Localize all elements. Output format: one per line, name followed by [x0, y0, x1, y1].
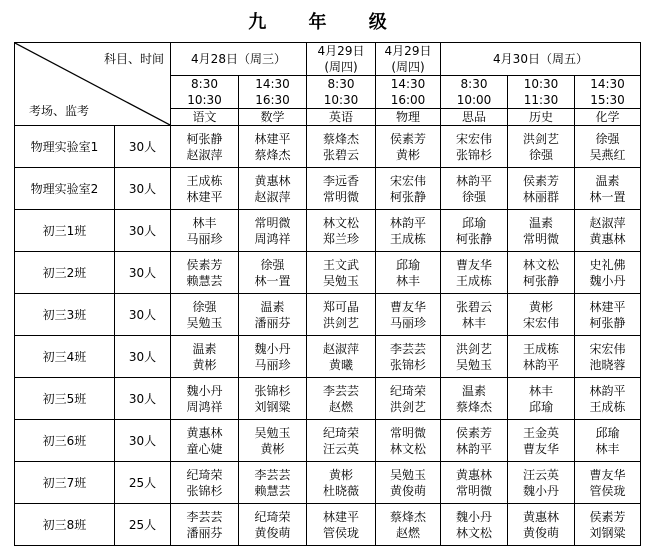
date-header-2: 4月29日 (周四) — [376, 43, 441, 76]
proctor-name-1: 曹友华 — [455, 257, 492, 272]
table-row — [15, 420, 641, 462]
proctor-name-1: 黄彬 — [328, 467, 353, 482]
proctor-cell — [441, 294, 508, 336]
proctor-cell — [508, 462, 575, 504]
proctor-name-1: 温素 — [260, 299, 285, 314]
proctor-name-1: 林丰 — [192, 215, 217, 230]
proctor-cell — [239, 504, 307, 546]
proctor-cell — [575, 420, 641, 462]
subject-header-4: 思品 — [441, 109, 508, 126]
proctor-cell — [508, 252, 575, 294]
table-row — [15, 336, 641, 378]
proctor-name-1: 徐强 — [260, 257, 285, 272]
room-name: 初三2班 — [15, 252, 115, 294]
proctor-name-1: 林丰 — [528, 383, 553, 398]
proctor-name-1: 纪琦荣 — [322, 425, 359, 440]
proctor-name-2: 张锦杉 — [455, 147, 492, 162]
proctor-name-1: 王成栋 — [522, 341, 559, 356]
proctor-name-1: 侯素芳 — [186, 257, 223, 272]
proctor-cell — [575, 210, 641, 252]
proctor-name-2: 赵燃 — [395, 525, 420, 540]
table-row — [15, 504, 641, 546]
subject-header-3: 物理 — [376, 109, 441, 126]
student-count: 30人 — [115, 336, 171, 378]
proctor-name-2: 张锦杉 — [186, 483, 223, 498]
proctor-name-1: 黄彬 — [528, 299, 553, 314]
proctor-name-1: 林文松 — [322, 215, 359, 230]
proctor-cell — [239, 126, 307, 168]
proctor-name-1: 温素 — [528, 215, 553, 230]
room-name: 初三5班 — [15, 378, 115, 420]
proctor-name-1: 曹友华 — [389, 299, 426, 314]
proctor-name-2: 吴勉玉 — [186, 315, 223, 330]
corner-room-proctor-label: 考场、监考 — [29, 104, 90, 118]
proctor-name-2: 柯张静 — [389, 189, 426, 204]
proctor-name-1: 吴勉玉 — [389, 467, 426, 482]
proctor-cell — [307, 378, 376, 420]
student-count: 30人 — [115, 420, 171, 462]
proctor-name-2: 蔡烽杰 — [455, 399, 492, 414]
proctor-cell — [171, 336, 239, 378]
proctor-cell — [376, 252, 441, 294]
proctor-cell — [171, 126, 239, 168]
time-slot-1: 14:30 16:30 — [239, 76, 307, 109]
proctor-name-1: 林韵平 — [389, 215, 426, 230]
proctor-cell — [171, 504, 239, 546]
time-slot-0: 8:30 10:30 — [171, 76, 239, 109]
proctor-cell — [575, 378, 641, 420]
proctor-cell — [376, 126, 441, 168]
proctor-name-2: 吴勉玉 — [322, 273, 359, 288]
date-header-1: 4月29日 (周四) — [307, 43, 376, 76]
proctor-name-2: 常明微 — [322, 189, 359, 204]
proctor-name-1: 宋宏伟 — [389, 173, 426, 188]
proctor-cell — [508, 504, 575, 546]
room-name: 初三6班 — [15, 420, 115, 462]
proctor-name-2: 常明微 — [522, 231, 559, 246]
proctor-name-1: 蔡烽杰 — [322, 131, 359, 146]
proctor-name-1: 黄惠林 — [455, 467, 492, 482]
proctor-name-2: 郑兰珍 — [322, 231, 359, 246]
proctor-name-2: 洪剑艺 — [389, 399, 426, 414]
proctor-name-2: 柯张静 — [589, 315, 626, 330]
proctor-name-2: 潘丽芬 — [186, 525, 223, 540]
proctor-name-2: 黄俊萌 — [254, 525, 291, 540]
proctor-name-2: 马丽珍 — [389, 315, 426, 330]
room-name: 物理实验室2 — [15, 168, 115, 210]
proctor-name-1: 曹友华 — [589, 467, 626, 482]
proctor-name-1: 汪云英 — [522, 467, 559, 482]
proctor-cell — [239, 210, 307, 252]
proctor-cell — [376, 168, 441, 210]
room-name: 初三4班 — [15, 336, 115, 378]
proctor-name-1: 李芸芸 — [186, 509, 223, 524]
proctor-name-1: 张锦杉 — [254, 383, 291, 398]
proctor-name-1: 纪琦荣 — [389, 383, 426, 398]
proctor-cell — [441, 168, 508, 210]
proctor-cell — [441, 126, 508, 168]
proctor-name-1: 郑可晶 — [322, 299, 359, 314]
proctor-cell — [575, 462, 641, 504]
proctor-cell — [508, 126, 575, 168]
proctor-name-1: 温素 — [192, 341, 217, 356]
proctor-name-1: 侯素芳 — [522, 173, 559, 188]
proctor-name-2: 潘丽芬 — [254, 315, 291, 330]
proctor-name-2: 张锦杉 — [389, 357, 426, 372]
proctor-name-1: 柯张静 — [186, 131, 223, 146]
proctor-cell — [171, 294, 239, 336]
table-row — [15, 126, 641, 168]
proctor-name-2: 林一置 — [589, 189, 626, 204]
proctor-name-1: 侯素芳 — [389, 131, 426, 146]
proctor-name-1: 宋宏伟 — [455, 131, 492, 146]
proctor-name-1: 李芸芸 — [389, 341, 426, 356]
subject-header-0: 语文 — [171, 109, 239, 126]
proctor-name-2: 杜晓薇 — [322, 483, 359, 498]
proctor-cell — [441, 462, 508, 504]
proctor-cell — [307, 126, 376, 168]
proctor-name-1: 温素 — [461, 383, 486, 398]
table-row — [15, 462, 641, 504]
proctor-name-2: 童心婕 — [186, 441, 223, 456]
proctor-cell — [171, 210, 239, 252]
proctor-cell — [307, 294, 376, 336]
proctor-cell — [171, 252, 239, 294]
time-slot-4: 8:30 10:00 — [441, 76, 508, 109]
proctor-name-2: 马丽珍 — [186, 231, 223, 246]
corner-subject-time-label: 科目、时间 — [103, 52, 164, 66]
student-count: 30人 — [115, 294, 171, 336]
proctor-cell — [171, 420, 239, 462]
proctor-cell — [239, 252, 307, 294]
proctor-name-2: 王成栋 — [589, 399, 626, 414]
proctor-cell — [171, 168, 239, 210]
time-slot-6: 14:30 15:30 — [575, 76, 641, 109]
proctor-cell — [376, 378, 441, 420]
room-name: 初三7班 — [15, 462, 115, 504]
room-name: 初三8班 — [15, 504, 115, 546]
proctor-name-1: 黄惠林 — [186, 425, 223, 440]
proctor-name-1: 林建平 — [589, 299, 626, 314]
table-row — [15, 378, 641, 420]
proctor-name-2: 黄彬 — [395, 147, 420, 162]
proctor-name-1: 徐强 — [595, 131, 620, 146]
proctor-cell — [441, 336, 508, 378]
subject-header-2: 英语 — [307, 109, 376, 126]
proctor-cell — [307, 210, 376, 252]
proctor-cell — [575, 168, 641, 210]
proctor-name-2: 柯张静 — [522, 273, 559, 288]
proctor-name-1: 邱瑜 — [395, 257, 420, 272]
proctor-name-1: 温素 — [595, 173, 620, 188]
proctor-cell — [307, 252, 376, 294]
proctor-name-2: 蔡烽杰 — [254, 147, 291, 162]
proctor-name-1: 魏小丹 — [455, 509, 492, 524]
proctor-cell — [575, 504, 641, 546]
student-count: 30人 — [115, 126, 171, 168]
proctor-name-2: 林丰 — [461, 315, 486, 330]
proctor-cell — [239, 420, 307, 462]
proctor-cell — [508, 378, 575, 420]
time-slot-5: 10:30 11:30 — [508, 76, 575, 109]
proctor-name-1: 洪剑艺 — [522, 131, 559, 146]
proctor-cell — [239, 336, 307, 378]
date-header-0: 4月28日（周三） — [171, 43, 307, 76]
proctor-cell — [575, 336, 641, 378]
proctor-name-2: 赵淑萍 — [254, 189, 291, 204]
proctor-name-1: 王金英 — [522, 425, 559, 440]
proctor-name-2: 魏小丹 — [522, 483, 559, 498]
subject-header-6: 化学 — [575, 109, 641, 126]
proctor-name-2: 马丽珍 — [254, 357, 291, 372]
proctor-cell — [171, 378, 239, 420]
proctor-cell — [376, 504, 441, 546]
proctor-name-1: 魏小丹 — [186, 383, 223, 398]
proctor-name-1: 魏小丹 — [254, 341, 291, 356]
proctor-name-2: 徐强 — [528, 147, 553, 162]
student-count: 30人 — [115, 168, 171, 210]
time-slot-2: 8:30 10:30 — [307, 76, 376, 109]
proctor-name-1: 林韵平 — [589, 383, 626, 398]
proctor-cell — [307, 462, 376, 504]
table-row — [15, 168, 641, 210]
table-row — [15, 294, 641, 336]
proctor-name-1: 邱瑜 — [595, 425, 620, 440]
proctor-cell — [508, 294, 575, 336]
proctor-cell — [441, 252, 508, 294]
proctor-name-2: 吴燕红 — [589, 147, 626, 162]
proctor-name-1: 林韵平 — [455, 173, 492, 188]
proctor-name-2: 汪云英 — [322, 441, 359, 456]
room-name: 初三1班 — [15, 210, 115, 252]
proctor-name-2: 黄彬 — [260, 441, 285, 456]
proctor-name-2: 刘钢粱 — [254, 399, 291, 414]
proctor-cell — [307, 420, 376, 462]
proctor-cell — [239, 294, 307, 336]
proctor-name-2: 林丰 — [595, 441, 620, 456]
proctor-name-1: 纪琦荣 — [254, 509, 291, 524]
proctor-name-1: 黄惠林 — [522, 509, 559, 524]
proctor-name-2: 管侯珑 — [322, 525, 359, 540]
proctor-name-2: 黄曦 — [328, 357, 353, 372]
proctor-name-1: 赵淑萍 — [322, 341, 359, 356]
proctor-cell — [441, 504, 508, 546]
proctor-name-2: 赖慧芸 — [254, 483, 291, 498]
proctor-name-1: 林建平 — [254, 131, 291, 146]
student-count: 30人 — [115, 378, 171, 420]
proctor-name-1: 常明微 — [254, 215, 291, 230]
proctor-name-1: 吴勉玉 — [254, 425, 291, 440]
table-row — [15, 210, 641, 252]
proctor-name-2: 林文松 — [455, 525, 492, 540]
proctor-cell — [575, 252, 641, 294]
proctor-cell — [376, 210, 441, 252]
proctor-name-1: 林文松 — [522, 257, 559, 272]
proctor-cell — [307, 336, 376, 378]
proctor-name-1: 李远香 — [322, 173, 359, 188]
proctor-name-2: 林文松 — [389, 441, 426, 456]
proctor-cell — [575, 126, 641, 168]
proctor-name-1: 黄惠林 — [254, 173, 291, 188]
proctor-name-1: 史礼佛 — [589, 257, 626, 272]
header-corner — [15, 43, 171, 126]
proctor-cell — [508, 210, 575, 252]
exam-schedule-table — [14, 42, 641, 546]
proctor-name-2: 周鸿祥 — [186, 399, 223, 414]
room-name: 物理实验室1 — [15, 126, 115, 168]
proctor-name-2: 周鸿祥 — [254, 231, 291, 246]
student-count: 30人 — [115, 252, 171, 294]
proctor-cell — [441, 420, 508, 462]
proctor-name-2: 管侯珑 — [589, 483, 626, 498]
proctor-name-1: 王文武 — [322, 257, 359, 272]
proctor-name-2: 赖慧芸 — [186, 273, 223, 288]
proctor-cell — [508, 420, 575, 462]
date-header-3: 4月30日（周五） — [441, 43, 641, 76]
table-row — [15, 252, 641, 294]
proctor-cell — [307, 168, 376, 210]
proctor-cell — [508, 336, 575, 378]
subject-header-1: 数学 — [239, 109, 307, 126]
proctor-cell — [239, 378, 307, 420]
proctor-cell — [441, 378, 508, 420]
student-count: 25人 — [115, 504, 171, 546]
proctor-cell — [307, 504, 376, 546]
time-slot-3: 14:30 16:00 — [376, 76, 441, 109]
proctor-name-1: 李芸芸 — [322, 383, 359, 398]
proctor-name-2: 黄俊萌 — [522, 525, 559, 540]
proctor-cell — [376, 462, 441, 504]
proctor-cell — [376, 294, 441, 336]
proctor-cell — [239, 168, 307, 210]
proctor-name-2: 曹友华 — [522, 441, 559, 456]
proctor-name-1: 宋宏伟 — [589, 341, 626, 356]
proctor-name-2: 林一置 — [254, 273, 291, 288]
proctor-name-2: 柯张静 — [455, 231, 492, 246]
proctor-cell — [575, 294, 641, 336]
room-name: 初三3班 — [15, 294, 115, 336]
proctor-name-1: 纪琦荣 — [186, 467, 223, 482]
proctor-name-2: 常明微 — [455, 483, 492, 498]
proctor-name-1: 常明微 — [389, 425, 426, 440]
proctor-name-1: 赵淑萍 — [589, 215, 626, 230]
proctor-cell — [239, 462, 307, 504]
proctor-name-2: 赵淑萍 — [186, 147, 223, 162]
proctor-name-1: 侯素芳 — [589, 509, 626, 524]
proctor-cell — [508, 168, 575, 210]
proctor-cell — [376, 420, 441, 462]
proctor-name-2: 林丽群 — [522, 189, 559, 204]
proctor-name-1: 洪剑艺 — [455, 341, 492, 356]
proctor-name-2: 魏小丹 — [589, 273, 626, 288]
proctor-name-2: 黄俊萌 — [389, 483, 426, 498]
proctor-name-1: 邱瑜 — [461, 215, 486, 230]
proctor-name-1: 林建平 — [322, 509, 359, 524]
proctor-name-2: 林韵平 — [455, 441, 492, 456]
proctor-name-2: 王成栋 — [455, 273, 492, 288]
proctor-name-2: 宋宏伟 — [522, 315, 559, 330]
proctor-cell — [171, 462, 239, 504]
proctor-cell — [441, 210, 508, 252]
proctor-name-1: 张碧云 — [455, 299, 492, 314]
proctor-name-2: 林建平 — [186, 189, 223, 204]
proctor-cell — [376, 336, 441, 378]
proctor-name-2: 林韵平 — [522, 357, 559, 372]
proctor-name-2: 刘钢粱 — [589, 525, 626, 540]
subject-header-5: 历史 — [508, 109, 575, 126]
proctor-name-2: 邱瑜 — [528, 399, 553, 414]
proctor-name-2: 洪剑艺 — [322, 315, 359, 330]
student-count: 30人 — [115, 210, 171, 252]
proctor-name-2: 王成栋 — [389, 231, 426, 246]
proctor-name-2: 吴勉玉 — [455, 357, 492, 372]
page-title: 九 年 级 — [248, 12, 405, 33]
proctor-name-2: 赵燃 — [328, 399, 353, 414]
proctor-name-1: 李芸芸 — [254, 467, 291, 482]
student-count: 25人 — [115, 462, 171, 504]
proctor-name-2: 林丰 — [395, 273, 420, 288]
proctor-name-2: 张碧云 — [322, 147, 359, 162]
proctor-name-2: 徐强 — [461, 189, 486, 204]
proctor-name-1: 侯素芳 — [455, 425, 492, 440]
proctor-name-2: 黄惠林 — [589, 231, 626, 246]
proctor-name-1: 徐强 — [192, 299, 217, 314]
proctor-name-1: 蔡烽杰 — [389, 509, 426, 524]
proctor-name-2: 池晓蓉 — [589, 357, 626, 372]
proctor-name-1: 王成栋 — [186, 173, 223, 188]
proctor-name-2: 黄彬 — [192, 357, 217, 372]
